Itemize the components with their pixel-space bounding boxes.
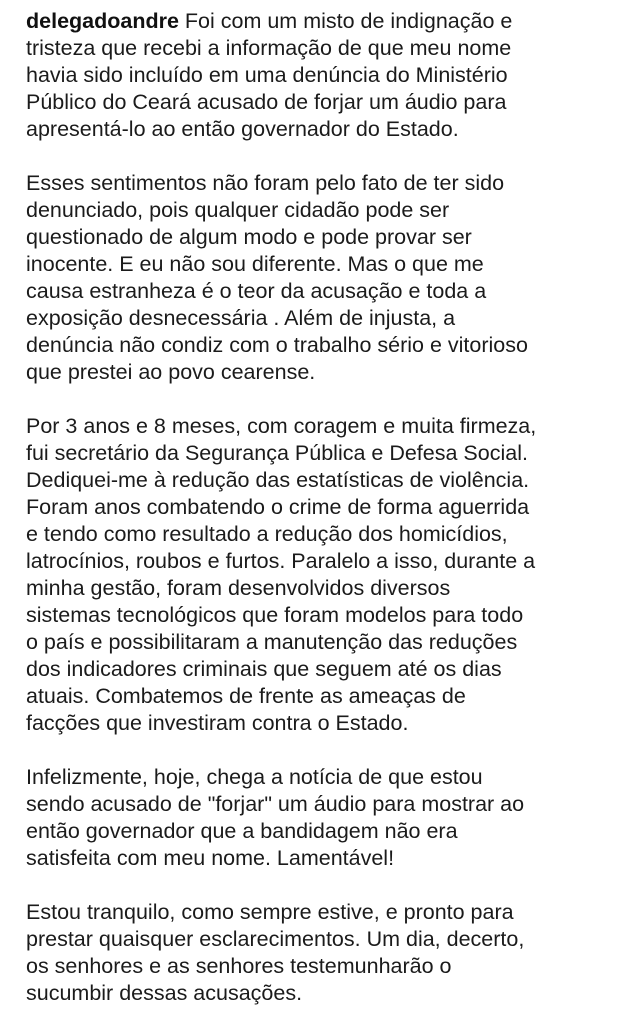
caption-paragraph-1 [26, 8, 604, 143]
caption-paragraph-5: Estou tranquilo, como sempre estive, e pronto para prestar quaisquer esclarecimentos. Um dia, decerto, os senhores e as senhores testemunharão o sucumbir dessas acusações. [26, 900, 525, 1005]
caption-paragraph-4: Infelizmente, hoje, chega a notícia de que estou sendo acusado de "forjar" um áudio para mostrar ao então governador que a bandidagem não era satisfeita com meu nome. Lamentável! [26, 765, 525, 870]
caption-paragraph-3: Por 3 anos e 8 meses, com coragem e muita firmeza, fui secretário da Segurança Pública e Defesa Social. Dediquei-me à redução das estatísticas de violência. Foram anos combatendo o crime de forma aguerrida e tendo como resultado a redução dos homicídios, latrocínios, roubos e furtos. Paralelo a isso, durante a minha gestão, foram desenvolvidos diversos sistemas tecnológicos que foram modelos para todo o país e possibilitaram a manutenção das reduções dos indicadores criminais que seguem até os dias atuais. Combatemos de frente as ameaças de facções que investiram contra o Estado. [26, 414, 537, 735]
post-caption [26, 8, 604, 1007]
caption-text: Foi com um misto de indignação e tristeza que recebi a informação de que meu nome havia sido incluído em uma denúncia do Ministério Público do Ceará acusado de forjar um áudio para apresentá-lo ao então governador do Estado. [26, 9, 513, 141]
caption-paragraph-2: Esses sentimentos não foram pelo fato de ter sido denunciado, pois qualquer cidadão pode ser questionado de algum modo e pode provar ser inocente. E eu não sou diferente. Mas o que me causa estranheza é o teor da acusação e toda a exposição desnecessária . Além de injusta, a denúncia não condiz com o trabalho sério e vitorioso que prestei ao povo cearense. [26, 171, 528, 384]
username-link[interactable]: delegadoandre [26, 9, 179, 33]
